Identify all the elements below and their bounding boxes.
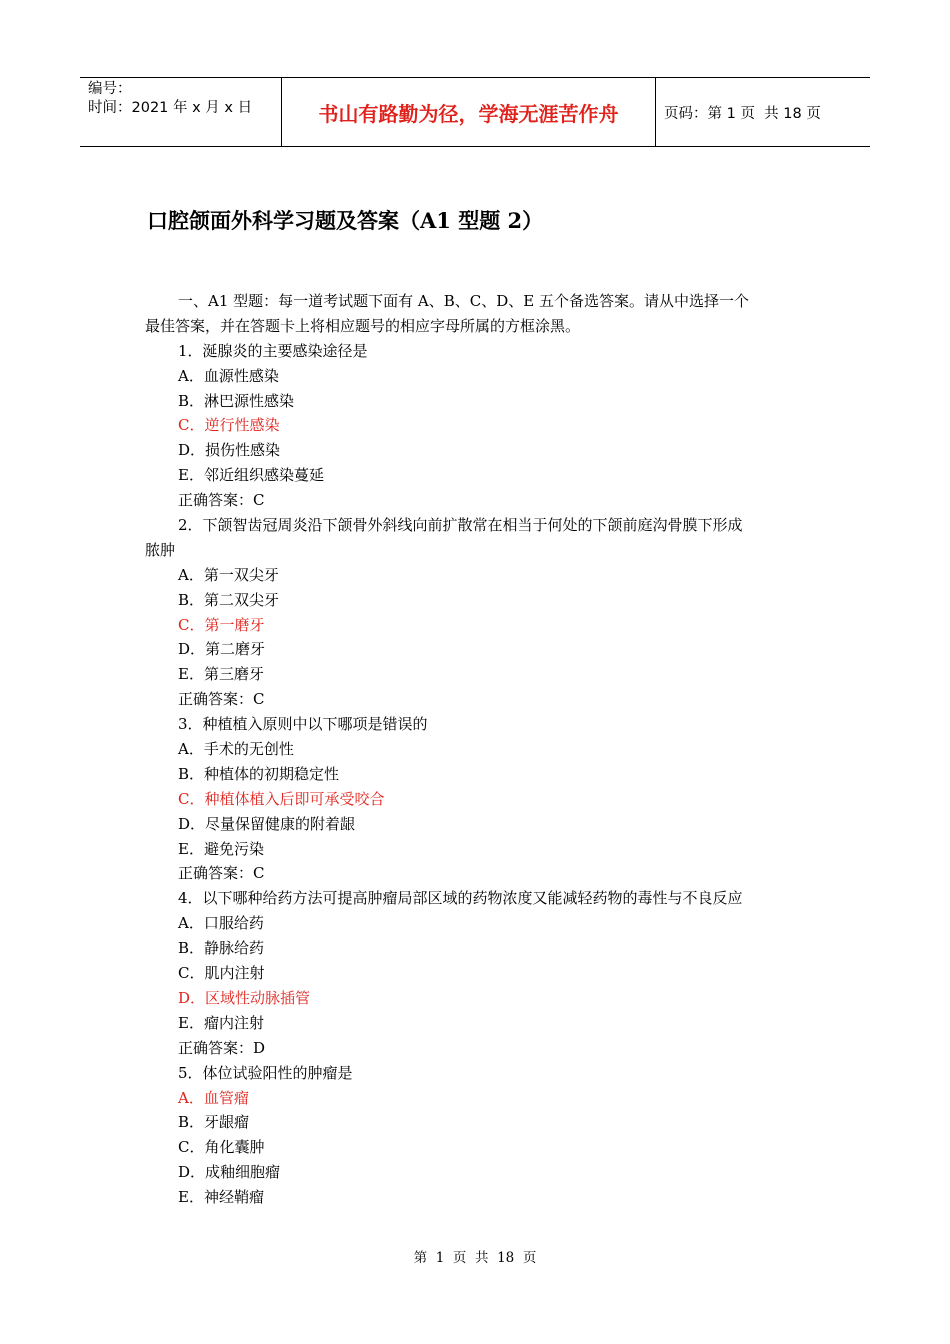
option-item: B．第二双尖牙 (178, 590, 280, 609)
intro-line-1: 一、A1 型题：每一道考试题下面有 A、B、C、D、E 五个备选答案。请从中选择一个 (178, 292, 749, 310)
document-number-label: 编号： (88, 81, 132, 97)
option-item: B．静脉给药 (178, 939, 265, 958)
answer-line: 正确答案：C (178, 690, 265, 709)
option-correct: A．血管瘤 (178, 1088, 249, 1107)
option-item: D．成釉细胞瘤 (178, 1163, 281, 1182)
answer-line: 正确答案：C (178, 491, 265, 510)
answer-line: 正确答案：C (178, 864, 265, 883)
option-item: C．肌内注射 (178, 964, 265, 983)
page-header (80, 77, 870, 147)
option-correct: D．区域性动脉插管 (178, 988, 311, 1007)
option-item: A．口服给药 (178, 914, 264, 933)
option-item: E．邻近组织感染蔓延 (178, 466, 324, 485)
option-item: A．手术的无创性 (178, 740, 294, 759)
question-block (145, 1061, 813, 1210)
option-item: A．第一双尖牙 (178, 565, 279, 584)
option-item: E．避免污染 (178, 839, 264, 858)
question-stem: 5．体位试验阳性的肿瘤是 (178, 1063, 353, 1082)
header-meta (80, 78, 282, 146)
question-stem: 1．涎腺炎的主要感染途径是 (178, 341, 368, 360)
option-item: D．损伤性感染 (178, 441, 281, 460)
option-item: A．血源性感染 (178, 366, 279, 385)
question-stem: 脓肿 (145, 540, 176, 559)
answer-line: 正确答案：D (178, 1038, 266, 1057)
question-block (145, 513, 813, 712)
option-item: E．瘤内注射 (178, 1013, 264, 1032)
option-correct: C．种植体植入后即可承受咬合 (178, 789, 385, 808)
option-item: E．神经鞘瘤 (178, 1188, 264, 1207)
option-item: B．种植体的初期稳定性 (178, 764, 340, 783)
header-motto (282, 78, 656, 146)
page-footer: 第 1 页 共 18 页 (413, 1250, 537, 1266)
option-item: E．第三磨牙 (178, 665, 264, 684)
option-correct: C．逆行性感染 (178, 416, 280, 435)
document-time-label: 时间：2021 年 x 月 x 日 (88, 100, 253, 116)
page-info-text: 页码：第 1 页 共 18 页 (664, 105, 821, 122)
option-item: D．第二磨牙 (178, 640, 266, 659)
intro-line-2: 最佳答案，并在答题卡上将相应题号的相应字母所属的方框涂黑。 (145, 316, 581, 335)
option-item: B．牙龈瘤 (178, 1113, 250, 1132)
option-item: C．角化囊肿 (178, 1138, 265, 1157)
question-stem: 2．下颌智齿冠周炎沿下颌骨外斜线向前扩散常在相当于何处的下颌前庭沟骨膜下形成 (178, 516, 743, 535)
option-correct: C．第一磨牙 (178, 615, 265, 634)
option-item: D．尽量保留健康的附着龈 (178, 814, 356, 833)
question-block (145, 886, 813, 1060)
question-block (145, 712, 813, 886)
question-list (145, 339, 813, 1210)
question-block (145, 339, 813, 513)
header-page-info (656, 78, 870, 146)
option-item: B．淋巴源性感染 (178, 391, 295, 410)
motto-text: 书山有路勤为径，学海无涯苦作舟 (318, 101, 619, 126)
question-stem: 4．以下哪种给药方法可提高肿瘤局部区域的药物浓度又能减轻药物的毒性与不良反应 (178, 889, 743, 908)
document-title: 口腔颌面外科学习题及答案（A1 型题 2） (147, 208, 544, 233)
document-body (145, 289, 813, 1210)
question-stem: 3．种植植入原则中以下哪项是错误的 (178, 715, 428, 734)
